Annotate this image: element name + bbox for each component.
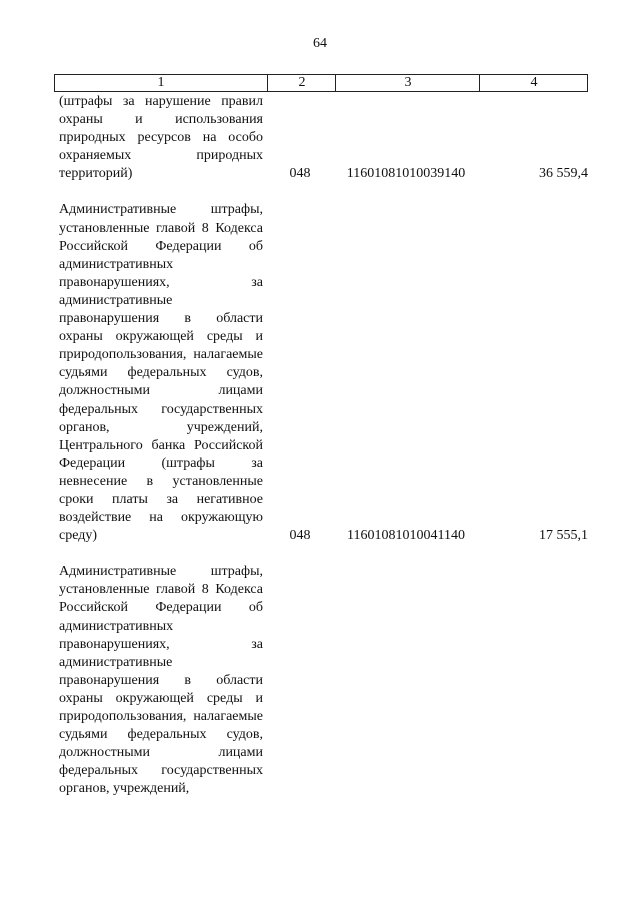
row-budget-code: 11601081010041140 [347, 528, 465, 544]
table-row [54, 563, 588, 798]
row-budget-code: 11601081010039140 [346, 166, 466, 182]
row-description: Административные штрафы, установленные главой 8 Кодекса Российской Федерации об административных правонарушениях, за административные правонарушения в области охраны окружающей среды и природопользования, налагаемые судьями федеральных судов, должностными лицами федеральных государственных органов, учреждений, Центрального банка Российской Федерации (штрафы за невнесение в установленные сроки платы за негативное воздействие на окружающую среду) [59, 202, 263, 544]
table-row [54, 93, 588, 183]
row-admin-code: 048 [289, 166, 311, 182]
header-col-1: 1 [157, 75, 165, 90]
table-row [54, 201, 588, 545]
budget-table [54, 74, 588, 798]
row-amount: 17 555,1 [539, 528, 588, 544]
header-col-2: 2 [267, 75, 336, 91]
header-col-3: 3 [335, 75, 480, 91]
row-description: (штрафы за нарушение правил охраны и использования природных ресурсов на особо охраняемых природных территорий) [59, 94, 263, 182]
row-admin-code: 048 [289, 528, 311, 544]
row-description: Административные штрафы, установленные главой 8 Кодекса Российской Федерации об административных правонарушениях, за административные правонарушения в области охраны окружающей среды и природопользования, налагаемые судьями федеральных судов, должностными лицами федеральных государственных органов, учреждений, [59, 564, 263, 797]
table-header-row [54, 74, 588, 92]
row-amount: 36 559,4 [539, 166, 588, 182]
page-number: 64 [313, 36, 327, 51]
header-col-4: 4 [479, 75, 588, 91]
